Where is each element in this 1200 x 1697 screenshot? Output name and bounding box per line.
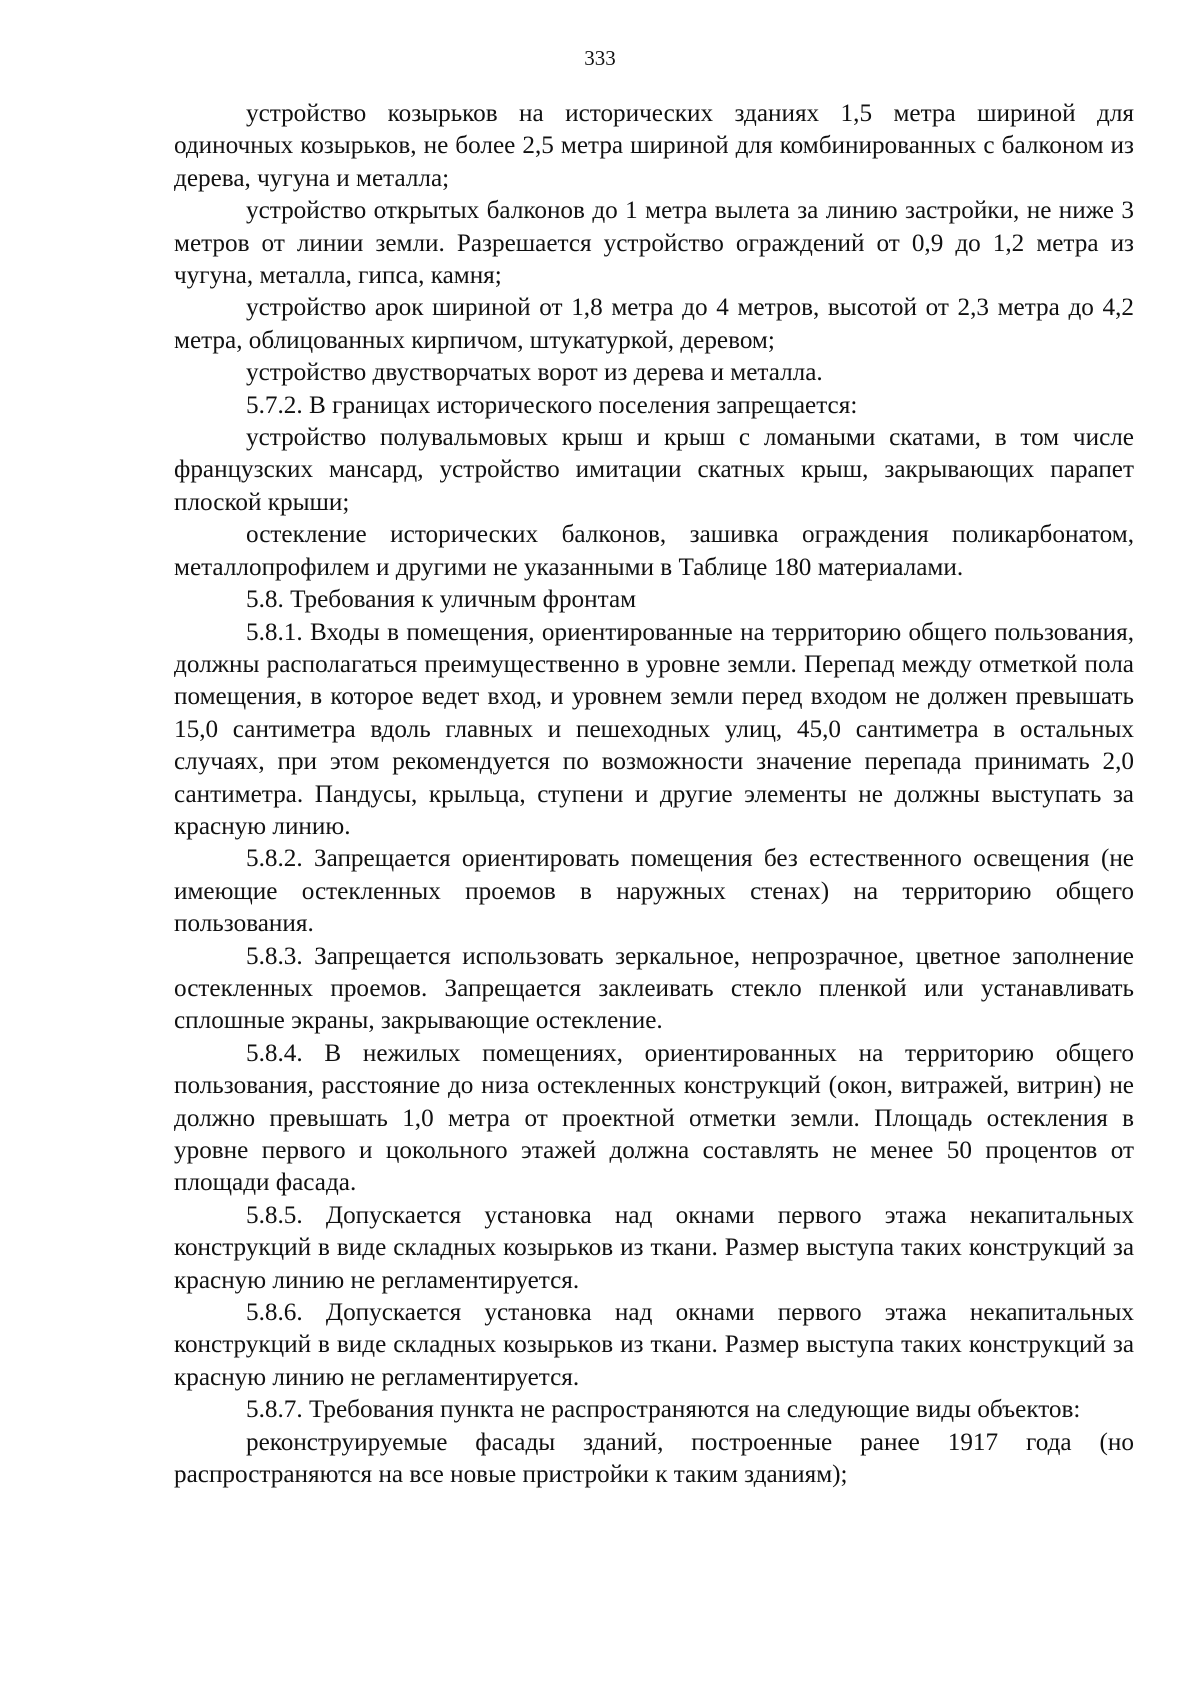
paragraph-5-8-2: 5.8.2. Запрещается ориентировать помещения без естественного освещения (не имеющие остекленных проемов в наружных стенах) на территорию общего пользования.: [174, 845, 1134, 938]
paragraph-5-7-2: 5.7.2. В границах исторического поселения запрещается:: [246, 391, 858, 419]
paragraph-5-8-7: 5.8.7. Требования пункта не распространяются на следующие виды объектов:: [246, 1396, 1081, 1424]
paragraph-reconstructed-facades: реконструируемые фасады зданий, построенные ранее 1917 года (но распространяются на все новые пристройки к таким зданиям);: [174, 1428, 1134, 1489]
paragraph-gates: устройство двустворчатых ворот из дерева и металла.: [246, 359, 823, 387]
page-number: 333: [584, 46, 616, 70]
paragraph-glazing-balconies: остекление исторических балконов, зашивка ограждения поликарбонатом, металлопрофилем и другими не указанными в Таблице 180 материалами.: [174, 521, 1134, 581]
paragraph-roofs: устройство полувальмовых крыш и крыш с ломаными скатами, в том числе французских мансард, устройство имитации скатных крыш, закрывающих парапет плоской крыши;: [174, 424, 1134, 516]
document-body: [174, 98, 1134, 1491]
paragraph-5-8-1: 5.8.1. Входы в помещения, ориентированные на территорию общего пользования, должны располагаться преимущественно в уровне земли. Перепад между отметкой пола помещения, в которое ведет вход, и уровнем земли перед входом не должен превышать 15,0 сантиметра вдоль главных и пешеходных улиц, 45,0 сантиметра в остальных случаях, при этом рекомендуется по возможности значение перепада принимать 2,0 сантиметра. Пандусы, крыльца, ступени и другие элементы не должны выступать за красную линию.: [174, 618, 1134, 840]
paragraph-canopies: устройство козырьков на исторических зданиях 1,5 метра шириной для одиночных козырьков, не более 2,5 метра шириной для комбинированных с балконом из дерева, чугуна и металла;: [174, 100, 1134, 192]
paragraph-5-8-4: 5.8.4. В нежилых помещениях, ориентированных на территорию общего пользования, расстояние до низа остекленных конструкций (окон, витражей, витрин) не должно превышать 1,0 метра от проектной отметки земли. Площадь остекления в уровне первого и цокольного этажей должна составлять не менее 50 процентов от площади фасада.: [174, 1039, 1134, 1197]
paragraph-balconies: устройство открытых балконов до 1 метра вылета за линию застройки, не ниже 3 метров от линии земли. Разрешается устройство ограждений от 0,9 до 1,2 метра из чугуна, металла, гипса, камня;: [174, 197, 1134, 290]
paragraph-5-8-5: 5.8.5. Допускается установка над окнами первого этажа некапитальных конструкций в виде складных козырьков из ткани. Размер выступа таких конструкций за красную линию не регламентируется.: [174, 1201, 1134, 1294]
paragraph-arches: устройство арок шириной от 1,8 метра до 4 метров, высотой от 2,3 метра до 4,2 метра, облицованных кирпичом, штукатуркой, деревом;: [174, 294, 1134, 354]
section-heading-5-8: 5.8. Требования к уличным фронтам: [246, 586, 637, 614]
paragraph-5-8-6: 5.8.6. Допускается установка над окнами первого этажа некапитальных конструкций в виде складных козырьков из ткани. Размер выступа таких конструкций за красную линию не регламентируется.: [174, 1299, 1134, 1391]
paragraph-5-8-3: 5.8.3. Запрещается использовать зеркальное, непрозрачное, цветное заполнение остекленных проемов. Запрещается заклеивать стекло пленкой или устанавливать сплошные экраны, закрывающие остекление.: [174, 942, 1134, 1035]
